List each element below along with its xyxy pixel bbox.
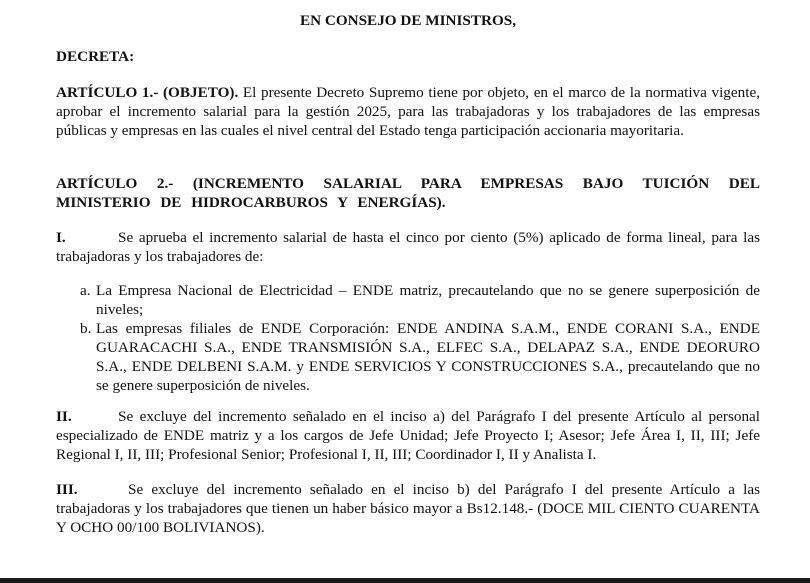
paragraph-III-numeral: III. (56, 481, 78, 498)
article-1-title: ARTÍCULO 1.- (OBJETO). (56, 84, 239, 101)
list-item-text: Las empresas filiales de ENDE Corporación: ENDE ANDINA S.A.M., ENDE CORANI S.A., ENDE GUARACACHI S.A., ENDE TRANSMISIÓN S.A., ELFEC S.A., DELAPAZ S.A., ENDE DEORURO S.A., ENDE DELBENI S.A.M. y ENDE SERVICIOS Y CONSTRUCCIONES S.A., precautelando que no se genere superposición de niveles. (96, 320, 760, 394)
list-item-marker: b. (80, 320, 92, 337)
paragraph-II-numeral: II. (56, 408, 72, 425)
article-1 (56, 83, 760, 140)
list-item-text: La Empresa Nacional de Electricidad – ENDE matriz, precautelando que no se genere superposición de niveles; (96, 282, 760, 318)
list-item-a (80, 281, 760, 319)
article-2-items-list (80, 281, 760, 395)
paragraph-I-text: Se aprueba el incremento salarial de hasta el cinco por ciento (5%) aplicado de forma lineal, para las trabajadoras y los trabajadores de: (56, 229, 760, 265)
article-1-body: El presente Decreto Supremo tiene por objeto, en el marco de la normativa vigente, aprobar el incremento salarial para la gestión 2025, para las trabajadoras y los trabajadores de las empresas públicas y empresas en las cuales el nivel central del Estado tenga participación accionaria mayoritaria. (56, 84, 760, 139)
article-2-title: ARTÍCULO 2.- (INCREMENTO SALARIAL PARA EMPRESAS BAJO TUICIÓN DEL MINISTERIO DE HIDROCARBUROS Y ENERGÍAS). (56, 175, 760, 211)
article-2-paragraph-II (56, 407, 760, 464)
list-item-b (80, 319, 760, 395)
article-2-paragraph-III (56, 480, 760, 537)
article-2-paragraph-I (56, 228, 760, 266)
paragraph-I-numeral: I. (56, 229, 66, 246)
paragraph-III-text: Se excluye del incremento señalado en el inciso b) del Parágrafo I del presente Artículo a las trabajadoras y los trabajadores que tienen un haber básico mayor a Bs12.148.- (DOCE MIL CIENTO CUARENTA Y OCHO 00/100 BOLIVIANOS). (56, 481, 760, 536)
decree-heading: DECRETA: (56, 48, 135, 65)
council-heading: EN CONSEJO DE MINISTROS, (299, 12, 517, 29)
list-item-marker: a. (80, 282, 91, 299)
bottom-divider (0, 578, 810, 583)
paragraph-II-text: Se excluye del incremento señalado en el inciso a) del Parágrafo I del presente Artículo al personal especializado de ENDE matriz y a los cargos de Jefe Unidad; Jefe Proyecto I; Asesor; Jefe Área I, II, III; Jefe Regional I, II, III; Profesional Senior; Profesional I, II, III; Coordinador I, II y Analista I. (56, 408, 760, 463)
